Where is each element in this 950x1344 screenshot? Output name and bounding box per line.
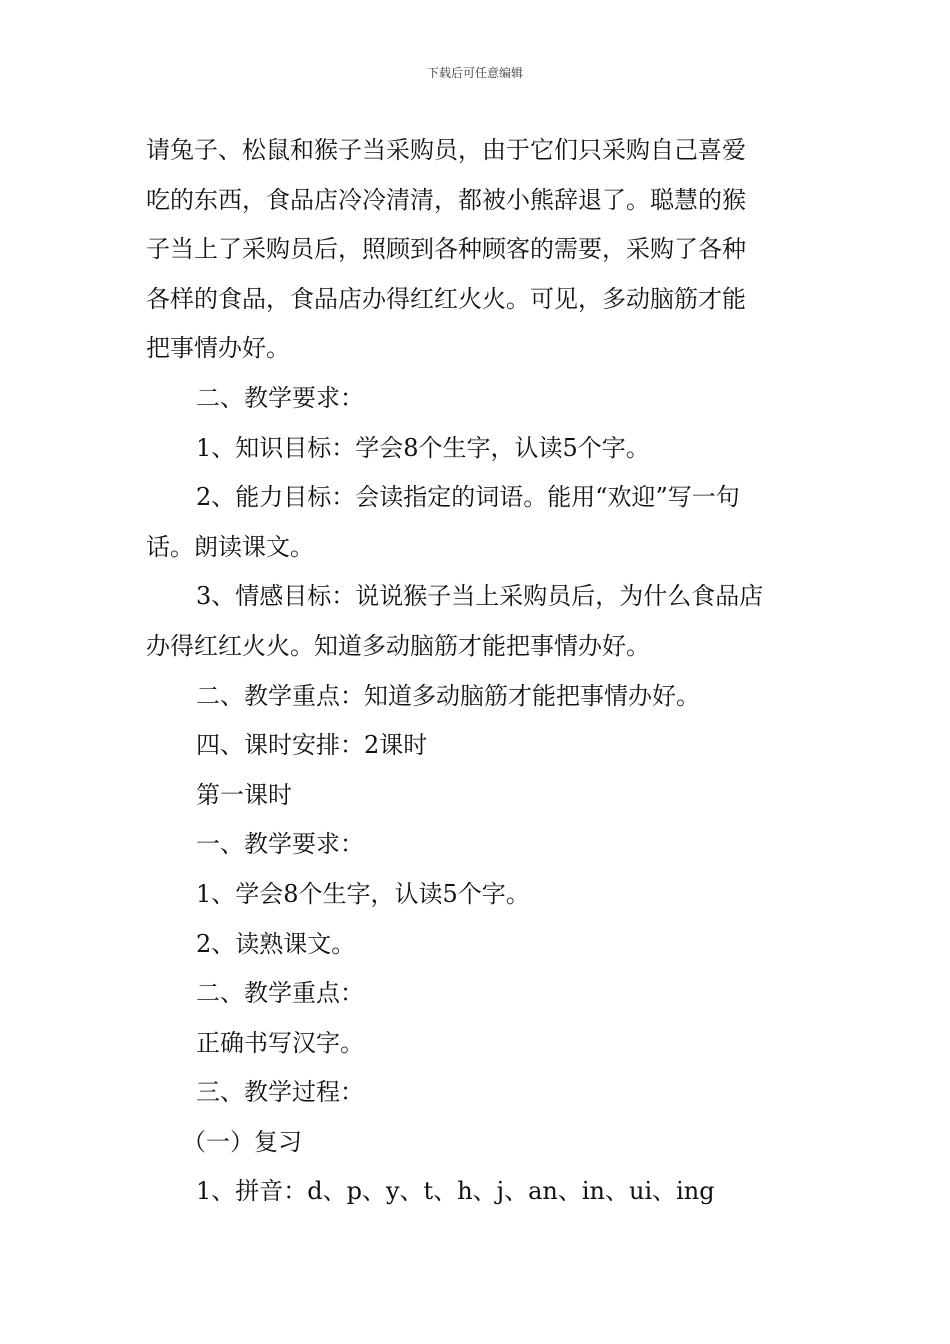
- lesson-requirement-item: 2、读熟课文。: [196, 929, 356, 958]
- goal-knowledge: 1、知识目标：学会8个生字，认读5个字。: [196, 433, 650, 462]
- goal-ability-continued: 话。朗读课文。: [146, 532, 314, 561]
- goal-emotion-continued: 办得红红火火。知道多动脑筋才能把事情办好。: [146, 631, 650, 660]
- intro-line: 各样的食品，食品店办得红红火火。可见，多动脑筋才能: [146, 284, 746, 313]
- goal-ability: 2、能力目标：会读指定的词语。能用“欢迎”写一句: [196, 483, 740, 512]
- goal-emotion: 3、情感目标：说说猴子当上采购员后，为什么食品店: [196, 582, 764, 611]
- document-body: [146, 126, 808, 1217]
- lesson-process-heading: 三、教学过程：: [196, 1078, 364, 1107]
- lesson-key-text: 正确书写汉字。: [196, 1028, 364, 1057]
- intro-line: 吃的东西，食品店冷冷清清，都被小熊辞退了。聪慧的猴: [146, 185, 746, 214]
- schedule: 四、课时安排：2课时: [196, 731, 428, 760]
- lesson-pinyin-item: 1、拼音：d、p、y、t、h、j、an、in、ui、ing: [196, 1177, 715, 1206]
- key-point: 二、教学重点：知道多动脑筋才能把事情办好。: [196, 681, 700, 710]
- lesson-key-heading: 二、教学重点：: [196, 979, 364, 1008]
- lesson-requirement-item: 1、学会8个生字，认读5个字。: [196, 879, 530, 908]
- intro-line: 子当上了采购员后，照顾到各种顾客的需要，采购了各种: [146, 235, 746, 264]
- lesson-title: 第一课时: [196, 780, 292, 809]
- requirements-heading: 二、教学要求：: [196, 383, 364, 412]
- page-header: 下载后可任意编辑: [426, 66, 523, 80]
- intro-line: 把事情办好。: [146, 334, 290, 363]
- lesson-requirements-heading: 一、教学要求：: [196, 830, 364, 859]
- intro-line: 请兔子、松鼠和猴子当采购员，由于它们只采购自己喜爱: [146, 136, 746, 164]
- lesson-review-heading: （一）复习: [182, 1127, 302, 1156]
